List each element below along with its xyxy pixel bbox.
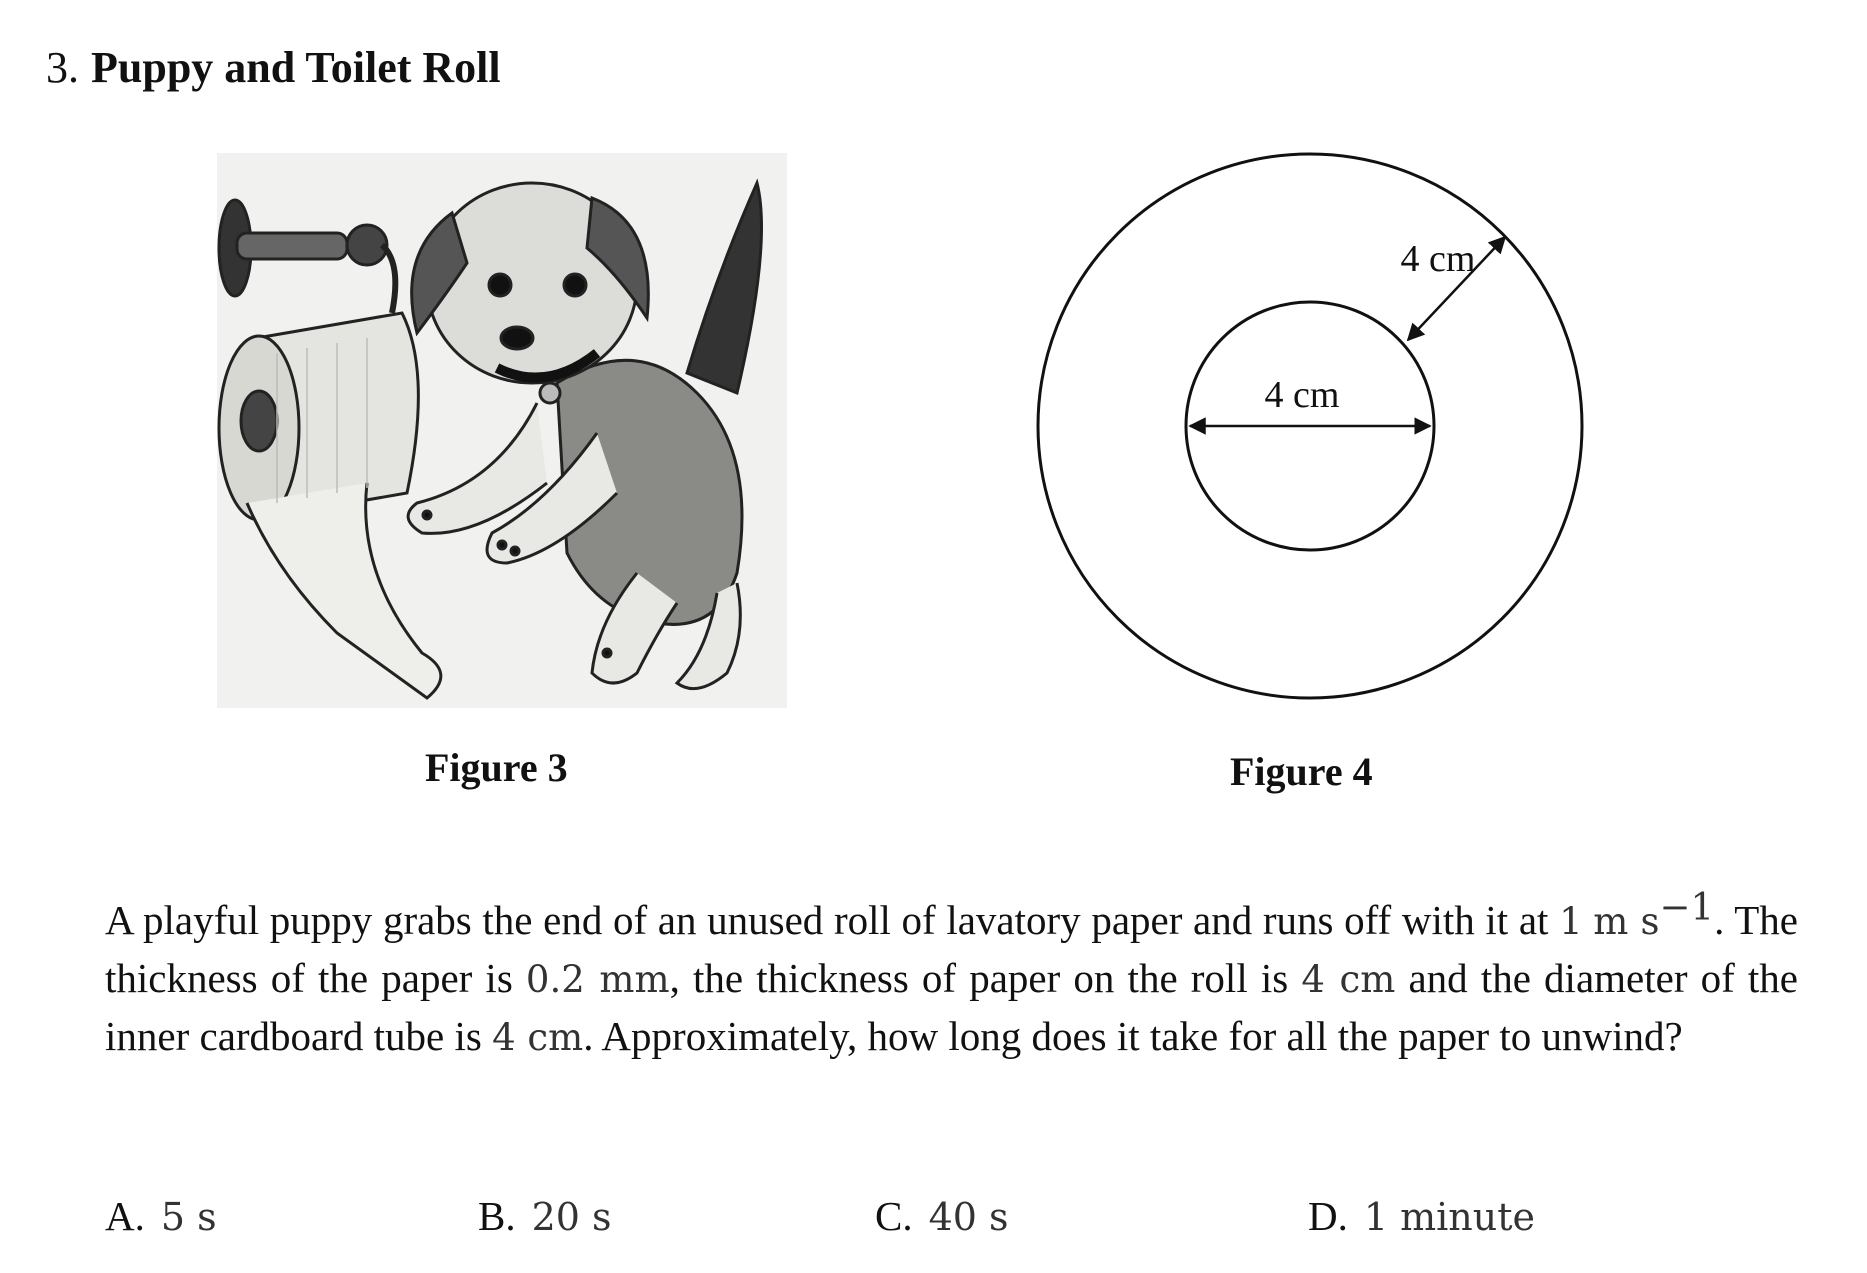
question-text [105, 885, 1798, 1066]
speed-value: 1 [1559, 900, 1583, 943]
option-b[interactable] [478, 1192, 612, 1240]
question-text-part-1: A playful puppy grabs the end of an unused roll of lavatory paper and runs off with it at [105, 897, 1549, 943]
roll-cross-section-diagram [1030, 145, 1590, 715]
paper-thickness: 0.2 mm [525, 958, 670, 1001]
option-c-value: 40 s [928, 1195, 1009, 1239]
inner-diameter-label: 4 cm [1264, 374, 1340, 416]
speed-unit: m s [1593, 900, 1660, 943]
option-b-value: 20 s [531, 1195, 612, 1239]
option-a-value: 5 s [160, 1195, 217, 1239]
option-d[interactable] [1308, 1192, 1535, 1240]
question-text-part-2: . The thickness of the paper is [105, 897, 1798, 1001]
question-text-part-3: , the thickness of paper on the roll is [669, 955, 1289, 1001]
option-c-letter: C. [875, 1193, 913, 1239]
option-d-letter: D. [1308, 1193, 1348, 1239]
option-b-letter: B. [478, 1193, 516, 1239]
question-number: 3. [46, 43, 79, 92]
roll-thickness-label: 4 cm [1400, 238, 1476, 280]
cross-section-svg [1030, 145, 1590, 715]
figure-3-caption: Figure 3 [425, 745, 568, 790]
answer-options [0, 1192, 1867, 1252]
puppy-toilet-roll-drawing [217, 153, 787, 708]
speed-exponent: −1 [1659, 885, 1715, 929]
option-d-value: 1 minute [1363, 1195, 1536, 1239]
option-a-letter: A. [105, 1193, 145, 1239]
question-heading [46, 40, 501, 96]
toilet-roll [219, 313, 441, 698]
roll-holder [219, 200, 395, 313]
question-title: Puppy and Toilet Roll [91, 43, 501, 92]
option-c[interactable] [875, 1192, 1009, 1240]
question-text-part-4: and the diameter of the inner cardboard tube is [105, 955, 1798, 1059]
option-a[interactable] [105, 1192, 217, 1240]
figure-4-caption: Figure 4 [1230, 749, 1373, 794]
tube-diameter: 4 cm [492, 1016, 584, 1059]
puppy [408, 183, 761, 689]
roll-thickness: 4 cm [1301, 958, 1396, 1001]
puppy-illustration [217, 153, 787, 708]
question-text-part-5: . Approximately, how long does it take for all the paper to unwind? [583, 1013, 1683, 1059]
